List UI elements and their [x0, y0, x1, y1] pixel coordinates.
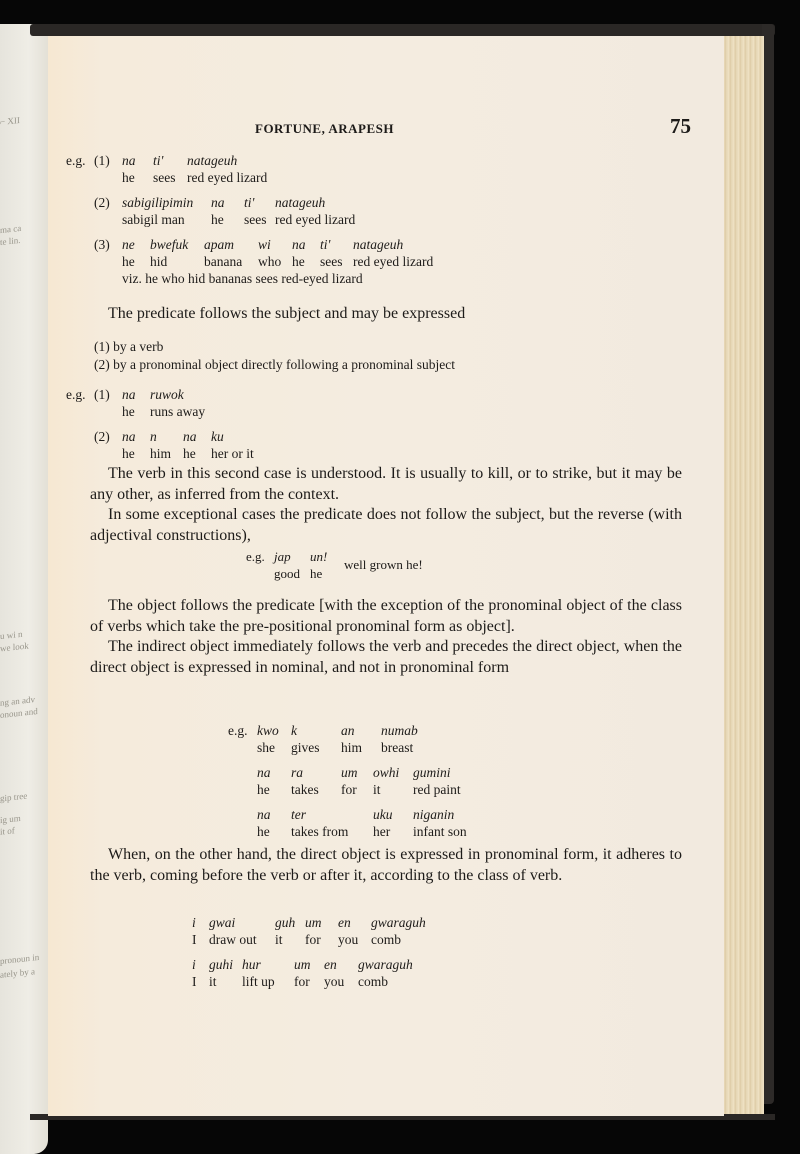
page-number: 75: [670, 114, 691, 138]
list-number: (2): [94, 356, 110, 372]
native-word: natageuh: [353, 237, 404, 252]
native-word: na: [122, 429, 136, 444]
native-word: i: [192, 957, 196, 972]
native-word: na: [122, 153, 136, 168]
gloss-word: for: [305, 932, 321, 947]
page-content: [48, 36, 724, 1116]
book-page: [48, 36, 724, 1116]
native-word: na: [257, 807, 271, 822]
native-word: ra: [291, 765, 304, 780]
list-text: by a verb: [113, 339, 164, 354]
native-word: ti': [320, 237, 331, 252]
native-word: en: [324, 957, 337, 972]
gloss-word: sees: [244, 212, 267, 227]
native-word: owhi: [373, 765, 400, 780]
native-word: gwaraguh: [358, 957, 413, 972]
paragraph-text: The indirect object immediately follows the verb and precedes the direct object, when the direct object is expressed in nominal, and not in pronominal form: [90, 638, 682, 676]
gloss-word: him: [341, 740, 363, 755]
native-word: gwaraguh: [371, 915, 426, 930]
gloss-word: banana: [204, 254, 243, 269]
gloss-word: he: [122, 446, 135, 461]
native-word: bwefuk: [150, 237, 189, 252]
gloss-word: he: [211, 212, 224, 227]
gloss-word: gives: [291, 740, 320, 755]
book-cover-top: [30, 24, 775, 36]
gloss-word: it: [373, 782, 381, 797]
gloss-word: it: [209, 974, 217, 989]
paragraph-text: When, on the other hand, the direct object is expressed in pronominal form, it adheres to the verb, coming before the verb or after it, according to the class of verb.: [90, 846, 682, 884]
free-translation: viz. he who hid bananas sees red-eyed lizard: [122, 271, 363, 286]
gloss-word: sabigil man: [122, 212, 185, 227]
eg-label: e.g.: [246, 549, 265, 564]
native-word: na: [257, 765, 271, 780]
gloss-word: her or it: [211, 446, 254, 461]
gloss-word: him: [150, 446, 172, 461]
gloss-word: he: [257, 782, 270, 797]
native-word: un!: [310, 549, 328, 564]
native-word: ti': [153, 153, 164, 168]
gloss-word: comb: [358, 974, 388, 989]
gloss-word: he: [310, 566, 323, 581]
native-word: natageuh: [187, 153, 238, 168]
eg-label: e.g.: [66, 153, 86, 168]
native-word: uku: [373, 807, 393, 822]
gloss-word: it: [275, 932, 283, 947]
native-word: um: [341, 765, 358, 780]
gloss-word: her: [373, 824, 391, 839]
free-translation: well grown he!: [344, 557, 423, 572]
native-word: um: [305, 915, 322, 930]
gloss-word: draw out: [209, 932, 257, 947]
paragraph-text: In some exceptional cases the predicate does not follow the subject, but the reverse (with adjectival constructions),: [90, 506, 682, 544]
gloss-word: he: [122, 404, 135, 419]
gloss-word: for: [341, 782, 357, 797]
native-word: natageuh: [275, 195, 326, 210]
gloss-word: lift up: [242, 974, 275, 989]
example-number: (2): [94, 429, 110, 444]
gloss-word: comb: [371, 932, 401, 947]
examples-block-3: [228, 722, 628, 840]
native-word: k: [291, 723, 297, 738]
gloss-word: red eyed lizard: [275, 212, 356, 227]
gloss-word: red eyed lizard: [353, 254, 434, 269]
native-word: kwo: [257, 723, 279, 738]
gloss-word: he: [122, 254, 135, 269]
gloss-word: sees: [153, 170, 176, 185]
gloss-word: for: [294, 974, 310, 989]
gloss-word: good: [274, 566, 300, 581]
paragraph-predicate: [90, 304, 682, 325]
example-number: (1): [94, 387, 110, 402]
native-word: guhi: [209, 957, 234, 972]
native-word: ti': [244, 195, 255, 210]
native-word: na: [183, 429, 197, 444]
native-word: sabigilipimin: [122, 195, 194, 210]
example-number: (2): [94, 195, 110, 210]
native-word: guh: [275, 915, 296, 930]
example-number: (1): [94, 153, 110, 168]
native-word: n: [150, 429, 157, 444]
gloss-word: he: [183, 446, 196, 461]
facing-page-edge: ⌐ XII ma ca te lin. u wi n we look ng an adv onoun and gip tree ig um it of pronoun in ately by a: [0, 24, 48, 1154]
native-word: um: [294, 957, 311, 972]
gloss-word: hid: [150, 254, 168, 269]
example-adjectival: [246, 548, 546, 582]
native-word: gwai: [209, 915, 236, 930]
list-text: by a pronominal object directly following a pronominal subject: [113, 356, 456, 372]
page-edges: [722, 36, 764, 1116]
native-word: apam: [204, 237, 234, 252]
paragraph-pronominal: [90, 845, 682, 886]
predicate-list: [94, 338, 654, 373]
gloss-word: he: [292, 254, 305, 269]
gloss-word: runs away: [150, 404, 206, 419]
examples-block-1: [66, 152, 666, 287]
running-title: FORTUNE, ARAPESH: [255, 121, 395, 136]
gloss-word: he: [122, 170, 135, 185]
gloss-word: takes: [291, 782, 319, 797]
gloss-word: red eyed lizard: [187, 170, 268, 185]
native-word: wi: [258, 237, 271, 252]
native-word: en: [338, 915, 351, 930]
native-word: ruwok: [150, 387, 184, 402]
example-number: (3): [94, 237, 110, 252]
gloss-word: infant son: [413, 824, 467, 839]
eg-label: e.g.: [66, 387, 86, 402]
native-word: an: [341, 723, 355, 738]
gloss-word: he: [257, 824, 270, 839]
paragraph-verb-understood: [90, 464, 682, 546]
gloss-word: I: [192, 932, 197, 947]
paragraph-text: The predicate follows the subject and may be expressed: [108, 305, 466, 322]
native-word: numab: [381, 723, 418, 738]
gloss-word: she: [257, 740, 275, 755]
native-word: na: [122, 387, 136, 402]
examples-block-2: [66, 386, 466, 462]
native-word: ku: [211, 429, 224, 444]
list-item: [94, 338, 654, 356]
examples-block-4: [192, 914, 592, 990]
gloss-word: you: [338, 932, 359, 947]
gloss-word: breast: [381, 740, 414, 755]
list-item: [94, 356, 654, 374]
gloss-word: red paint: [413, 782, 461, 797]
native-word: ne: [122, 237, 135, 252]
gloss-word: sees: [320, 254, 343, 269]
native-word: hur: [242, 957, 261, 972]
native-word: gumini: [413, 765, 451, 780]
native-word: na: [292, 237, 306, 252]
native-word: na: [211, 195, 225, 210]
native-word: i: [192, 915, 196, 930]
native-word: ter: [291, 807, 306, 822]
gloss-word: who: [258, 254, 282, 269]
native-word: jap: [274, 549, 291, 564]
paragraph-text: The object follows the predicate [with the exception of the pronominal object of the class of verbs which take the pre-positional pronominal form as object].: [90, 597, 682, 635]
paragraph-text: The verb in this second case is understood. It is usually to kill, or to strike, but it may be any other, as inferred from the context.: [90, 465, 682, 503]
list-number: (1): [94, 339, 110, 354]
native-word: niganin: [413, 807, 455, 822]
gloss-word: I: [192, 974, 197, 989]
gloss-word: you: [324, 974, 345, 989]
gloss-word: takes from: [291, 824, 349, 839]
paragraph-object: [90, 596, 682, 678]
eg-label: e.g.: [228, 723, 248, 738]
